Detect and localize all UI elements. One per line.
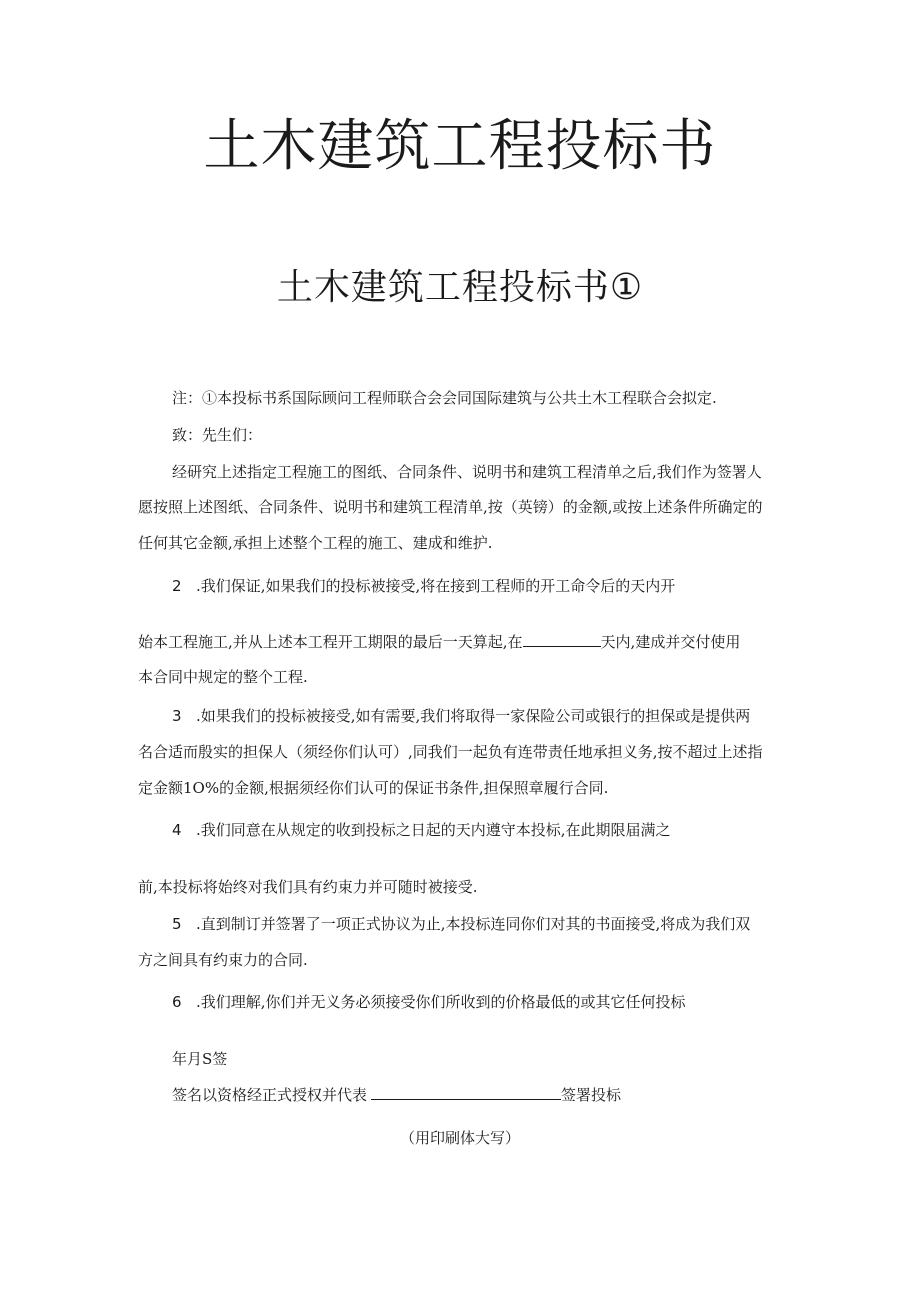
- signature-line: [172, 1085, 621, 1105]
- para5-number: 5: [172, 915, 182, 933]
- para3-text1: .如果我们的投标被接受,如有需要,我们将取得一家保险公司或银行的担保或是提供两: [196, 707, 751, 725]
- note-line: 注：①本投标书系国际顾问工程师联合会会同国际建筑与公共土木工程联合会拟定.: [172, 389, 717, 407]
- signature-text-b: 签署投标: [561, 1086, 622, 1104]
- para1-line3: 任何其它金额,承担上述整个工程的施工、建成和维护.: [138, 534, 493, 552]
- para6-text1: .我们理解,你们并无义务必须接受你们所收到的价格最低的或其它任何投标: [196, 993, 686, 1011]
- para4-line2: 前,本投标将始终对我们具有约束力并可随时被接受.: [138, 878, 478, 896]
- para4-line1: [172, 820, 671, 840]
- para5-line2: 方之间具有约束力的合同.: [138, 951, 308, 969]
- signature-blank: [371, 1085, 561, 1100]
- print-note: （用印刷体大写）: [399, 1129, 520, 1147]
- para2-text2b: 天内,建成并交付使用: [600, 633, 741, 651]
- main-title: 土木建筑工程投标书: [203, 114, 717, 179]
- para2-line1: [172, 576, 675, 596]
- para1-line1: 经研究上述指定工程施工的图纸、合同条件、说明书和建筑工程清单之后,我们作为签署人: [172, 463, 762, 481]
- para3-number: 3: [172, 707, 182, 725]
- para2-text1: .我们保证,如果我们的投标被接受,将在接到工程师的开工命令后的天内开: [196, 577, 676, 595]
- para3-line1: [172, 706, 750, 726]
- para1-line2: 愿按照上述图纸、合同条件、说明书和建筑工程清单,按（英镑）的金额,或按上述条件所确定的: [138, 498, 763, 516]
- para2-text2a: 始本工程施工,并从上述本工程开工期限的最后一天算起,在: [138, 633, 523, 651]
- salutation: 致：先生们：: [172, 426, 263, 444]
- signature-text-a: 签名以资格经正式授权并代表: [172, 1086, 368, 1104]
- para2-line3: 本合同中规定的整个工程.: [138, 668, 308, 686]
- para3-line2: 名合适而殷实的担保人（须经你们认可）,同我们一起负有连带责任地承担义务,按不超过上述指: [138, 743, 763, 761]
- para4-text1: .我们同意在从规定的收到投标之日起的天内遵守本投标,在此期限届满之: [196, 821, 671, 839]
- para6-line1: [172, 992, 686, 1012]
- para3-line3: 定金额1O%的金额,根据须经你们认可的保证书条件,担保照章履行合同.: [138, 779, 609, 797]
- days-blank: [523, 632, 601, 647]
- para2-line2: [138, 632, 740, 652]
- date-line: 年月S签: [172, 1050, 228, 1068]
- para5-text1: .直到制订并签署了一项正式协议为止,本投标连同你们对其的书面接受,将成为我们双: [196, 915, 751, 933]
- sub-title: 土木建筑工程投标书①: [276, 267, 644, 308]
- para2-number: 2: [172, 577, 182, 595]
- para5-line1: [172, 914, 750, 934]
- para4-number: 4: [172, 821, 182, 839]
- para6-number: 6: [172, 993, 182, 1011]
